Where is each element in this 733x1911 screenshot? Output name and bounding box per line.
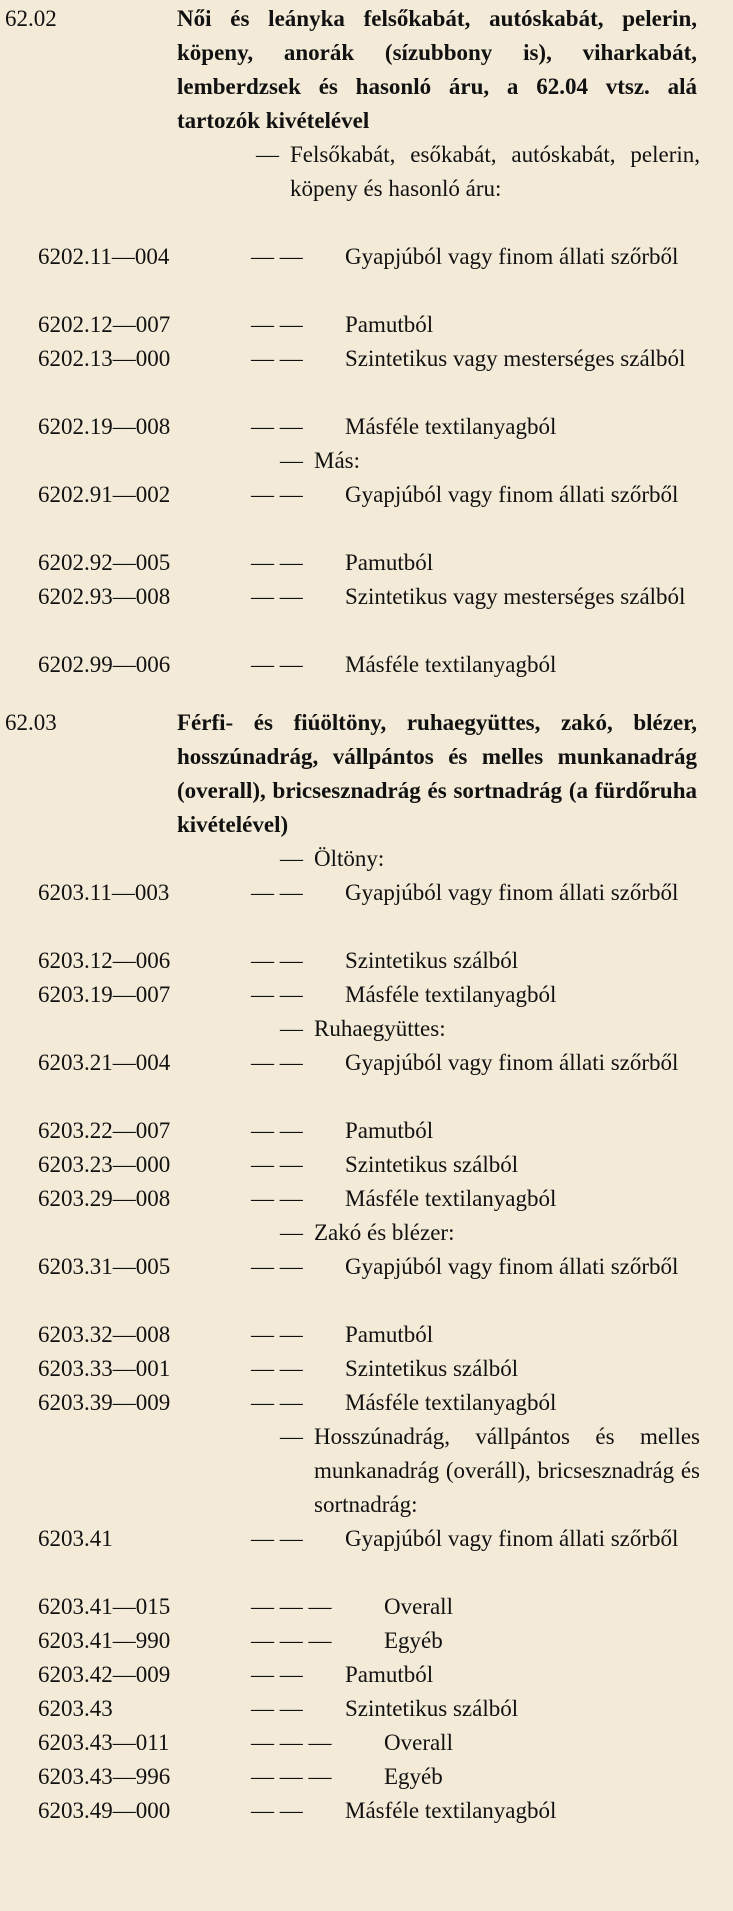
row-code: 6203.23—000 <box>38 1152 171 1177</box>
row-desc: Hosszúnadrág, vállpántos és melles munkanadrág (overáll), bricsesznadrág és sortnadrág: <box>314 1424 700 1517</box>
row-code: 6203.11—003 <box>38 880 170 905</box>
row-desc: Gyapjúból vagy finom állati szőrből <box>345 1526 679 1551</box>
row-desc: Ruhaegyüttes: <box>314 1016 446 1041</box>
row-code: 6202.91—002 <box>38 482 171 507</box>
row-desc: Zakó és blézer: <box>314 1220 455 1245</box>
table-row <box>0 478 733 546</box>
row-dash: — — <box>251 312 303 337</box>
row-code: 6203.49—000 <box>38 1798 171 1823</box>
row-desc: Egyéb <box>384 1628 443 1653</box>
row-dash: — — — <box>251 1730 332 1755</box>
row-code: 6203.41 <box>38 1526 113 1551</box>
row-desc: Pamutból <box>345 1322 434 1347</box>
table-row <box>0 1522 733 1590</box>
row-desc: Pamutból <box>345 550 434 575</box>
row-dash: — — — <box>251 1594 332 1619</box>
row-dash: — <box>280 846 303 871</box>
row-code: 6202.92—005 <box>38 550 171 575</box>
row-dash: — — — <box>251 1764 332 1789</box>
table-row <box>0 342 733 410</box>
table-row <box>0 138 733 240</box>
table-row <box>0 240 733 308</box>
row-desc: Pamutból <box>345 1118 434 1143</box>
row-desc: Pamutból <box>345 312 434 337</box>
row-dash: — — <box>251 1152 303 1177</box>
row-code: 6203.43—011 <box>38 1730 170 1755</box>
row-code: 6202.93—008 <box>38 584 171 609</box>
row-code: 6202.11—004 <box>38 244 170 269</box>
table-row <box>0 1046 733 1114</box>
row-code: 6203.29—008 <box>38 1186 171 1211</box>
row-desc: Szintetikus vagy mesterséges szálból <box>345 346 686 371</box>
row-desc: Másféle textilanyagból <box>345 982 557 1007</box>
row-desc: Szintetikus szálból <box>345 1696 519 1721</box>
row-code: 6203.39—009 <box>38 1390 171 1415</box>
row-desc: Másféle textilanyagból <box>345 1186 557 1211</box>
row-dash: — — <box>251 1798 303 1823</box>
row-desc: Szintetikus szálból <box>345 1152 519 1177</box>
row-code: 6203.41—015 <box>38 1594 171 1619</box>
row-code: 6203.19—007 <box>38 982 171 1007</box>
row-dash: — — <box>251 1186 303 1211</box>
heading-text: Női és leányka felsőkabát, autóskabát, pelerin, köpeny, anorák (sízubbony is), viharkabát, lemberdzsek és hasonló áru, a 62.04 vtsz. alá tartozók kivételével <box>177 6 697 133</box>
row-dash: — — <box>251 1118 303 1143</box>
row-code: 6203.12—006 <box>38 948 171 973</box>
table-row <box>0 876 733 944</box>
row-code: 6202.19—008 <box>38 414 171 439</box>
row-dash: — <box>280 1220 303 1245</box>
row-dash: — — <box>251 652 303 677</box>
row-desc: Öltöny: <box>314 846 385 871</box>
row-dash: — — <box>251 1050 303 1075</box>
row-desc: Gyapjúból vagy finom állati szőrből <box>345 880 679 905</box>
row-dash: — — <box>251 1356 303 1381</box>
row-dash: — — <box>251 880 303 905</box>
row-code: 6203.31—005 <box>38 1254 171 1279</box>
row-code: 6202.13—000 <box>38 346 171 371</box>
row-dash: — — — <box>251 1628 332 1653</box>
heading-62-02 <box>0 2 733 138</box>
row-desc: Pamutból <box>345 1662 434 1687</box>
row-desc: Szintetikus vagy mesterséges szálból <box>345 584 686 609</box>
row-dash: — — <box>251 948 303 973</box>
heading-62-03 <box>0 706 733 842</box>
row-desc: Másféle textilanyagból <box>345 1390 557 1415</box>
row-desc: Overall <box>384 1594 453 1619</box>
table-row <box>0 580 733 648</box>
row-desc: Gyapjúból vagy finom állati szőrből <box>345 1254 679 1279</box>
row-dash: — — <box>251 1390 303 1415</box>
row-dash: — — <box>251 346 303 371</box>
row-desc: Egyéb <box>384 1764 443 1789</box>
row-desc: Overall <box>384 1730 453 1755</box>
table-row <box>0 1420 733 1522</box>
heading-code: 62.02 <box>5 6 57 31</box>
row-dash: — — <box>251 482 303 507</box>
row-code: 6203.32—008 <box>38 1322 171 1347</box>
row-desc: Gyapjúból vagy finom állati szőrből <box>345 482 679 507</box>
row-desc: Másféle textilanyagból <box>345 414 557 439</box>
row-dash: — — <box>251 1526 303 1551</box>
heading-text: Férfi- és fiúöltöny, ruhaegyüttes, zakó, blézer, hosszúnadrág, vállpántos és melles munkanadrág (overall), bricsesznadrág és sortnadrág (a fürdőruha kivételével) <box>177 710 697 837</box>
row-dash: — <box>256 142 279 167</box>
row-dash: — — <box>251 1254 303 1279</box>
row-code: 6202.12—007 <box>38 312 171 337</box>
row-dash: — <box>280 1424 303 1449</box>
row-dash: — <box>280 448 303 473</box>
row-dash: — <box>280 1016 303 1041</box>
row-desc: Másféle textilanyagból <box>345 652 557 677</box>
row-dash: — — <box>251 982 303 1007</box>
row-desc: Más: <box>314 448 360 473</box>
row-code: 6203.22—007 <box>38 1118 171 1143</box>
row-dash: — — <box>251 550 303 575</box>
row-code: 6203.21—004 <box>38 1050 171 1075</box>
row-desc: Szintetikus szálból <box>345 948 519 973</box>
row-code: 6203.33—001 <box>38 1356 171 1381</box>
row-desc: Szintetikus szálból <box>345 1356 519 1381</box>
row-desc: Másféle textilanyagból <box>345 1798 557 1823</box>
heading-code: 62.03 <box>5 710 57 735</box>
row-desc: Gyapjúból vagy finom állati szőrből <box>345 1050 679 1075</box>
table-row <box>0 1250 733 1318</box>
row-dash: — — <box>251 1662 303 1687</box>
row-dash: — — <box>251 584 303 609</box>
row-code: 6203.41—990 <box>38 1628 171 1653</box>
row-desc: Felsőkabát, esőkabát, autóskabát, pelerin, köpeny és hasonló áru: <box>290 142 700 201</box>
row-dash: — — <box>251 1696 303 1721</box>
row-dash: — — <box>251 1322 303 1347</box>
row-code: 6202.99—006 <box>38 652 171 677</box>
row-dash: — — <box>251 414 303 439</box>
row-dash: — — <box>251 244 303 269</box>
row-code: 6203.42—009 <box>38 1662 171 1687</box>
row-desc: Gyapjúból vagy finom állati szőrből <box>345 244 679 269</box>
row-code: 6203.43 <box>38 1696 113 1721</box>
row-code: 6203.43—996 <box>38 1764 171 1789</box>
